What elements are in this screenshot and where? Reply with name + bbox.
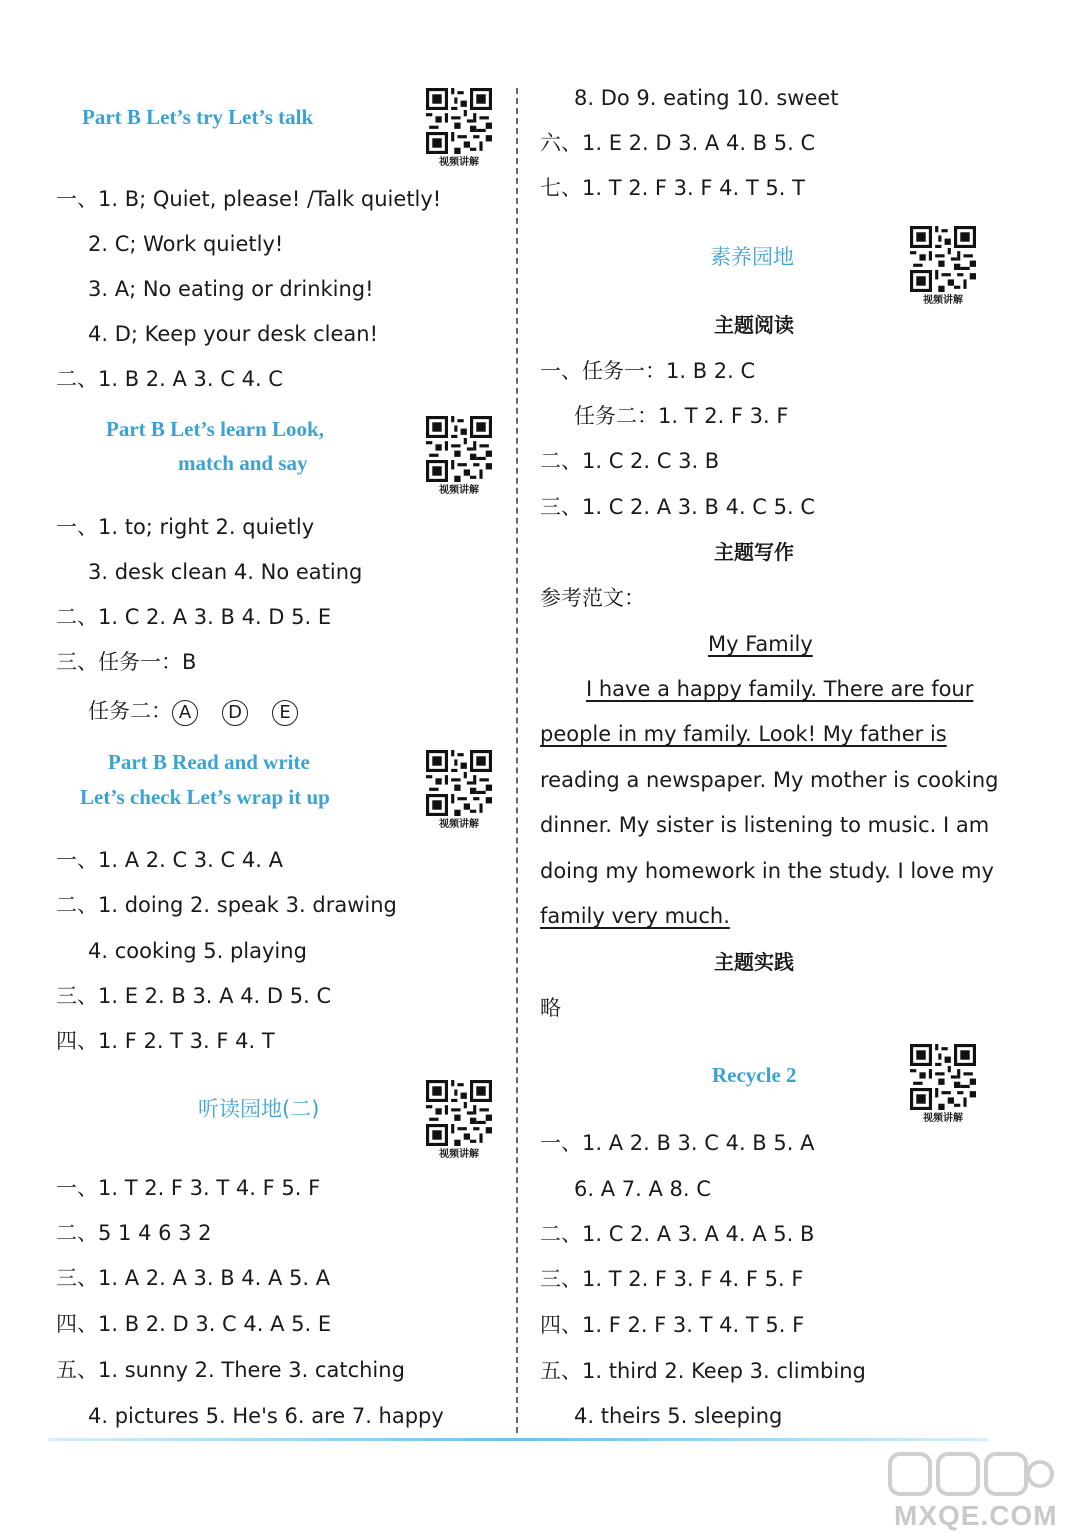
qr-code-icon [426,416,492,482]
reference-label: 参考范文： [540,586,645,610]
answer-line: 一、1. T 2. F 3. T 4. F 5. F [56,1176,321,1200]
qr-code-icon [426,750,492,816]
essay-line: people in my family. Look! My father is [540,722,947,746]
answer-line: 2. C; Work quietly! [88,232,284,256]
qr-caption: 视频讲解 [439,157,479,168]
answer-line: 二、1. C 2. A 3. A 4. A 5. B [540,1222,815,1246]
footer-rule [48,1438,988,1441]
section-heading-listening-garden: 听读园地(二) [198,1097,320,1121]
qr-code-icon [910,226,976,292]
answer-line: 三、1. A 2. A 3. B 4. A 5. A [56,1266,331,1290]
circled-letter: D [222,700,248,726]
answer-line: 一、1. B; Quiet, please! /Talk quietly! [56,187,442,211]
subheading-practice: 主题实践 [714,950,794,974]
essay-line: family very much. [540,904,730,928]
section-heading-part-b-learn: Part B Let’s learn Look, [106,417,324,441]
section-heading-part-b-try-talk: Part B Let’s try Let’s talk [82,105,314,129]
column-divider [516,88,518,1433]
answer-line: 一、1. to; right 2. quietly [56,515,315,539]
qr-code-icon [426,88,492,154]
qr-caption: 视频讲解 [439,485,479,496]
section-heading-part-b-learn-line2: match and say [178,451,308,475]
practice-answer: 略 [540,996,561,1020]
answer-line: 四、1. F 2. F 3. T 4. T 5. F [540,1313,805,1337]
answer-line: 二、1. C 2. A 3. B 4. D 5. E [56,605,332,629]
answer-line: 二、1. B 2. A 3. C 4. C [56,367,283,391]
answer-line: 一、1. A 2. B 3. C 4. B 5. A [540,1131,815,1155]
answer-line: 七、1. T 2. F 3. F 4. T 5. T [540,176,805,200]
watermark-text: MXQE.COM [894,1500,1058,1531]
essay-line: dinner. My sister is listening to music. I am [540,813,990,837]
section-heading-part-b-check: Let’s check Let’s wrap it up [80,785,330,809]
circled-letter: E [272,700,298,726]
qr-code[interactable] [910,1044,976,1126]
section-heading-literacy-garden: 素养园地 [710,245,794,269]
qr-code[interactable] [910,226,976,308]
essay-line: reading a newspaper. My mother is cooking [540,768,999,792]
answer-line: 二、1. doing 2. speak 3. drawing [56,893,397,917]
task2-label: 任务二： [88,699,172,723]
answer-line: 4. D; Keep your desk clean! [88,322,379,346]
answer-line: 6. A 7. A 8. C [574,1177,711,1201]
answer-line: 一、任务一：1. B 2. C [540,359,756,383]
task2-line [88,698,310,726]
answer-line: 二、1. C 2. C 3. B [540,449,720,473]
answer-line: 4. pictures 5. He's 6. are 7. happy [88,1404,444,1428]
answer-line: 五、1. sunny 2. There 3. catching [56,1358,405,1382]
answer-line: 三、1. T 2. F 3. F 4. F 5. F [540,1267,804,1291]
qr-caption: 视频讲解 [439,1149,479,1160]
answer-line: 3. A; No eating or drinking! [88,277,374,301]
answer-line: 3. desk clean 4. No eating [88,560,363,584]
qr-caption: 视频讲解 [923,1113,963,1124]
essay-line: doing my homework in the study. I love my [540,859,994,883]
essay-line: I have a happy family. There are four [586,677,974,701]
subheading-reading: 主题阅读 [714,313,794,337]
answer-line: 二、5 1 4 6 3 2 [56,1221,212,1245]
qr-code[interactable] [426,88,492,170]
answer-line: 四、1. F 2. T 3. F 4. T [56,1029,275,1053]
qr-code-icon [426,1080,492,1146]
qr-code[interactable] [426,750,492,832]
answer-line: 4. theirs 5. sleeping [574,1404,783,1428]
subheading-writing: 主题写作 [714,540,794,564]
qr-code-icon [910,1044,976,1110]
qr-caption: 视频讲解 [439,819,479,830]
answer-line: 三、任务一：B [56,650,197,674]
answer-line: 任务二：1. T 2. F 3. F [574,404,789,428]
section-heading-recycle-2: Recycle 2 [712,1063,797,1087]
qr-code[interactable] [426,416,492,498]
essay-title: My Family [708,632,813,656]
circled-letter: A [172,700,198,726]
answer-line: 四、1. B 2. D 3. C 4. A 5. E [56,1312,332,1336]
answer-line: 六、1. E 2. D 3. A 4. B 5. C [540,131,816,155]
answer-line: 8. Do 9. eating 10. sweet [574,86,839,110]
answer-line: 4. cooking 5. playing [88,939,307,963]
answer-line: 五、1. third 2. Keep 3. climbing [540,1359,866,1383]
answer-line: 三、1. C 2. A 3. B 4. C 5. C [540,495,816,519]
qr-code[interactable] [426,1080,492,1162]
section-heading-part-b-read-write: Part B Read and write [108,750,310,774]
answer-line: 三、1. E 2. B 3. A 4. D 5. C [56,984,332,1008]
qr-caption: 视频讲解 [923,295,963,306]
answer-line: 一、1. A 2. C 3. C 4. A [56,848,283,872]
